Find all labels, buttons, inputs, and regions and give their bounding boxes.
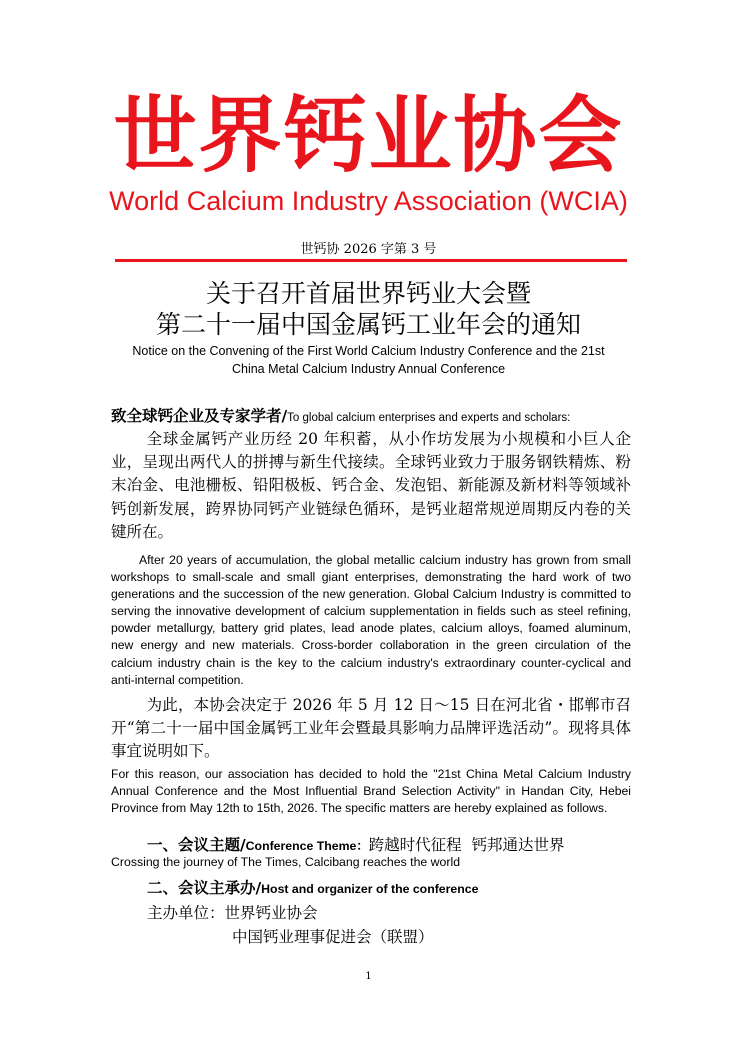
section-2-heading: [111, 876, 641, 898]
title-cn-line1: 关于召开首届世界钙业大会暨: [205, 279, 531, 308]
page-number: 1: [365, 971, 372, 982]
salutation: [111, 404, 631, 426]
title-cn-line2: 第二十一届中国金属钙工业年会的通知: [155, 310, 581, 339]
section-2-title-cn: 二、会议主承办/: [147, 879, 262, 897]
section-1-title-en: Conference Theme：: [245, 839, 369, 853]
red-divider: [115, 259, 627, 262]
salutation-cn: 致全球钙企业及专家学者/: [111, 407, 288, 425]
document-number: 世钙协 2026 字第 3 号: [300, 242, 437, 257]
paragraph-2-en: For this reason, our association has decided to hold the "21st China Metal Calcium Industry Annual Conference and the Most Influential Brand Selection Activity" in Handan City, Hebei Province from May 12th to 15th, 2026. The specific matters are hereby explained as follows.: [111, 767, 631, 816]
page-title-cn: [0, 278, 737, 340]
paragraph-1-en: After 20 years of accumulation, the global metallic calcium industry has grown from small workshops to small-scale and small giant enterprises, demonstrating the hard work of two generations and the succession of the new generation. Global Calcium Industry is committed to serving the innovative development of calcium supplementation in fields such as steel refining, powder metallurgy, battery grid plates, lead anode plates, calcium alloys, foamed aluminum, new energy and new materials. Cross-border collaboration in the green circulation of the calcium industry chain is the key to the calcium industry's extraordinary counter-cyclical and anti-internal competition.: [111, 553, 631, 687]
paragraph-2-cn: 为此，本协会决定于 2026 年 5 月 12 日～15 日在河北省・邯郸市召开“第二十一届中国金属钙工业年会暨最具影响力品牌评选活动”。现将具体事宜说明如下。: [111, 696, 631, 761]
section-1-theme-en: Crossing the journey of The Times, Calcibang reaches the world: [111, 855, 461, 869]
host-org-1: 世界钙业协会: [224, 904, 318, 922]
section-2-title-en: Host and organizer of the conference: [261, 882, 479, 896]
org-logo-en: World Calcium Industry Association (WCIA): [109, 186, 628, 216]
title-en-line1: Notice on the Convening of the First World Calcium Industry Conference and the 21st: [132, 344, 605, 358]
section-1-heading: [111, 833, 641, 855]
host-label: 主办单位：: [147, 904, 225, 922]
salutation-en: To global calcium enterprises and experts and scholars:: [287, 412, 571, 424]
host-org-2: 中国钙业理事促进会（联盟）: [232, 928, 434, 946]
title-en-line2: China Metal Calcium Industry Annual Conference: [231, 362, 506, 376]
host-line: [147, 901, 318, 923]
org-logo-cn: 世界钙业协会: [113, 87, 624, 184]
section-1-title-cn: 一、会议主题/: [147, 836, 246, 854]
paragraph-1-cn: 全球金属钙产业历经 20 年积蓄，从小作坊发展为小规模和小巨人企业，呈现出两代人的拼搏与新生代接续。全球钙业致力于服务钢铁精炼、粉末冶金、电池栅板、铅阳极板、钙合金、发泡铝、新能源及新材料等领域补钙创新发展，跨界协同钙产业链绿色循环，是钙业超常规逆周期反内卷的关键所在。: [111, 430, 631, 541]
page-title-en: [100, 342, 637, 378]
section-1-theme-cn: 跨越时代征程 钙邦通达世界: [368, 836, 565, 854]
